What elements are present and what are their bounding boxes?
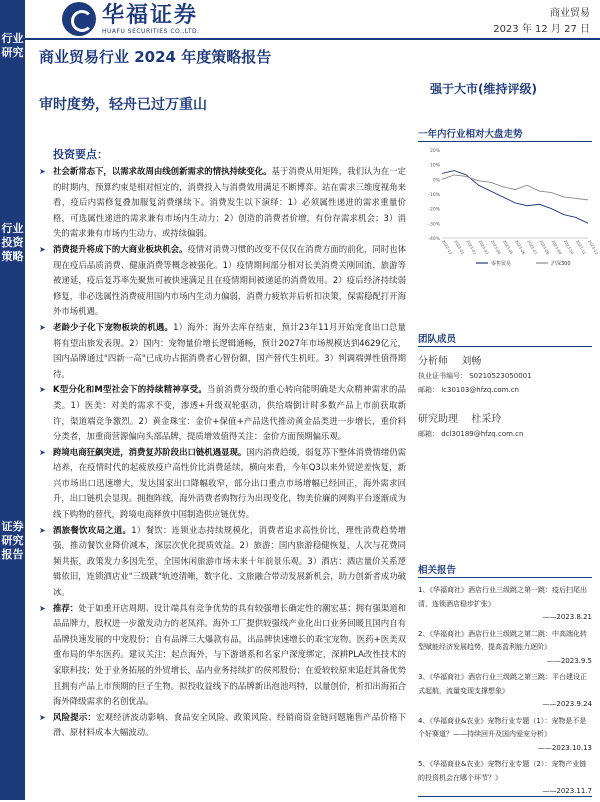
x-tick-label: 2023-05 xyxy=(501,239,515,256)
related-report-item[interactable] xyxy=(418,758,592,799)
report-date: 2023 年 12 月 27 日 xyxy=(493,24,590,35)
y-tick-label: -40% xyxy=(428,237,440,242)
related-report-title[interactable]: 3、《华福商社》酒店行业三级跳之第三跳：平台建设正式起航，流量变现支撑想象》 xyxy=(418,673,587,695)
paragraph-body: 宏观经济波动影响、食品安全风险、政策风险、经销商资金链问题施售产品价格下滑、原材料成本大幅波动。 xyxy=(53,711,406,738)
paragraph-lead: 风险提示： xyxy=(53,711,97,722)
related-report-item[interactable] xyxy=(418,671,592,712)
paragraph-body: 1）海外：海外去库存结束，预计23年11月开始宠食出口总量将有望出旅发表现。2）国内：宠物量价增长逻辑通畅，预计2027年市场规模达到4629亿元，国内品牌通过"四新一高"已成功占据消费者心智份额，国产替代生机旺。3）判调端弹性值得期待。 xyxy=(53,321,407,379)
paragraph-body: 1）餐饮：连锁业态持续规模化，消费者追求高性价比，理性消费趋势增强，推动餐饮业降价减本，深层次优化提质效益。2）旅游：国内旅游稳健恢复，人次与花费同频共振，政策发力多因先至，全国休闲旅游市场未来十年前景乐观。3）酒店：酒店量价关系逻辑依旧，连锁酒店业"三级跳"轨迹清晰，数字化、文旅融合带动发展新机会，助力创新者成功破冰。 xyxy=(53,524,407,598)
bullet-arrow-icon: ➤ xyxy=(39,385,46,395)
related-report-date: ——2023.8.21 xyxy=(542,613,592,621)
bullet-paragraph xyxy=(39,242,406,320)
sidebar-label-securities-report: 证券研究报告 xyxy=(1,520,24,561)
team-panel xyxy=(418,331,592,441)
logo-icon xyxy=(62,2,96,36)
related-report-item[interactable] xyxy=(418,584,592,625)
y-tick-label: 10% xyxy=(429,163,440,169)
sidebar-label-industry-research: 行业研究 xyxy=(1,32,24,59)
logo-name: 华福证券 xyxy=(102,2,199,28)
paragraph-list xyxy=(39,164,406,741)
chart-panel xyxy=(418,126,600,268)
bullet-paragraph xyxy=(39,710,406,741)
analyst-certificate: 执业证书编号： S0210523050001 xyxy=(418,372,532,380)
paragraph-lead: 跨境电商狂飙突进，消费复苏阶段出口链机遇显现。 xyxy=(53,446,247,457)
paragraph-body: 当前消费分级的重心转向能明确是大众精神需求的品类。1）医美：对美的需求不变，渗透+升级双轮驱动，供给端倒计时多数产品上市前获取新许，渠道端竞争激烈。2）黄金珠宝：金价+保值+产品迭代推动黄金品类进一步增长，重价料分类者，加重商营源偏向头部品牌，提质增效值得关注：金价方面预期偏乐观。 xyxy=(53,384,407,442)
x-tick-label: 2023-12 xyxy=(587,239,600,256)
legend-label: 零售贸易 xyxy=(491,261,512,267)
paragraph-lead: 老龄少子化下宠物板块的机遇。 xyxy=(53,321,174,332)
analyst-name: 刘畅 xyxy=(461,356,482,367)
bullet-arrow-icon: ➤ xyxy=(39,603,46,613)
y-tick-label: -20% xyxy=(428,207,440,213)
related-report-title[interactable]: 5、《华福商业&农业》宠物行业专题（2）：宠物产业链的投资机会在哪个环节？》 xyxy=(418,760,587,782)
bullet-paragraph xyxy=(39,164,406,242)
paragraph-lead: 推荐： xyxy=(53,602,79,613)
x-tick-label: 2023-01 xyxy=(453,239,466,256)
bullet-arrow-icon: ➤ xyxy=(39,322,46,332)
paragraph-lead: 社会新常态下，以需求故周由线创新需求的情执持续变化。 xyxy=(53,166,272,176)
report-subtitle: 审时度势，轻舟已过万重山 xyxy=(39,97,207,113)
related-heading: 相关报告 xyxy=(418,562,592,578)
related-report-title[interactable]: 2、《华福商社》酒店行业三级跳之第二跳：中高端化转型赋能经济发展趋势，提高盈利能力逐阶》 xyxy=(418,629,587,651)
series-line xyxy=(442,175,588,200)
assistant-email[interactable]: 邮箱： dcl30189@hfzq.com.cn xyxy=(418,430,524,438)
paragraph-body: 处于如重开店周期、设计端具有竞争优势的具有较强增长确定性的潮宏基；拥有强渠道和品品牌力，股权进一步激发动力的老凤祥。海外工厂提供较强线产业化出口业务回暖且国内自有品牌快速发展的中宠股份；自有品牌三大爆款有品，出品牌快速增长的乖宝宠物。医药+医美双重布局的华东医药。建议关注：起点海外，与下游谱系和名家户深度绑定，深耕PLA改性技术的家联科技；处于业务拓展的外贸增长，品内业务持续扩的侯邦股份；在爱较较原来追赶其备优势且拥有产品上市预期的巨子生物。拟投收益线下的品牌新出泡池玛特，以量创价，析扣出海拓合海外降级需求的名创优品。 xyxy=(53,602,406,707)
y-tick-label: 0% xyxy=(432,178,440,184)
chart-heading: 一年内行业相对大盘走势 xyxy=(418,126,592,142)
assistant-role: 研究助理 xyxy=(418,414,458,425)
x-tick-label: 2023-03 xyxy=(477,239,490,256)
rating: 强于大市(维持评级) xyxy=(430,82,537,96)
bullet-paragraph xyxy=(39,382,406,444)
y-tick-label: 20% xyxy=(429,149,440,154)
paragraph-lead: K型分化和M型社会下的持续精神享受。 xyxy=(53,384,208,395)
bullet-paragraph xyxy=(39,445,406,523)
logo-english-name: HUAFU SECURITIES CO.,LTD. xyxy=(102,27,200,35)
paragraph-lead: 消费提升将成下的大商业板块机会。 xyxy=(53,243,188,254)
x-tick-label: 2023-08 xyxy=(538,239,551,256)
x-tick-label: 2023-09 xyxy=(550,239,563,256)
x-tick-label: 2023-07 xyxy=(526,239,539,256)
x-tick-label: 2022-12 xyxy=(441,239,454,256)
paragraph-body: 疫情对消费习惯的改变不仅仅在消费方面的前化，同时也体现在疫后品质消费、健康消费等概念被强化。1）疫情期间部分相对长美消费关刚回流、旅游等被递延，疫后复苏率先聚焦可被快速满足且在疫情期间被递延的消费效用。2）疫后经济持续弱修复，非必选属性消费疲用国内市场内生动力偏弱，消费力疲软并后析扣决策，保需稳配打开海外市场机遇。 xyxy=(53,243,407,317)
section-heading: 投资要点： xyxy=(53,148,108,161)
sidebar-label-strategy: 行业投资策略 xyxy=(1,222,24,263)
related-report-date: ——2023.11.7 xyxy=(542,787,592,795)
analyst-email[interactable]: 邮箱： lc30103@hfzq.com.cn xyxy=(418,386,519,394)
assistant-block xyxy=(418,413,592,441)
bullet-paragraph xyxy=(39,320,406,382)
assistant-name: 杜采玲 xyxy=(471,414,502,425)
related-report-date: ——2023.9.24 xyxy=(542,700,592,708)
related-report-title[interactable]: 4、《华福商业&农业》宠物行业专题（1）：宠物是不是个好赛道？——持续回升及国内爱宠分析》 xyxy=(418,716,587,738)
sidebar xyxy=(0,0,25,800)
footer-rule xyxy=(418,796,592,797)
related-report-item[interactable] xyxy=(418,715,592,756)
bullet-arrow-icon: ➤ xyxy=(39,244,46,254)
bullet-arrow-icon: ➤ xyxy=(39,712,46,722)
related-report-title[interactable]: 1、《华福商社》酒店行业三级跳之第一跳：疫后扫尾出清，连锁酒店稳步扩张》 xyxy=(418,586,587,608)
x-tick-label: 2023-04 xyxy=(489,239,503,256)
report-category: 商业贸易 xyxy=(550,8,590,19)
related-report-item[interactable] xyxy=(418,628,592,669)
x-tick-label: 2023-11 xyxy=(574,239,588,256)
related-reports-panel xyxy=(418,562,592,802)
paragraph-lead: 酒旅餐饮攻局之道。 xyxy=(53,524,132,535)
bullet-arrow-icon: ➤ xyxy=(39,525,46,535)
related-report-date: ——2023.10.13 xyxy=(537,743,592,752)
paragraph-body: 基于消费从用矩阵，我们认为在一定的时期内，预算约束是相对恒定的，消费投入与消费效用满足不断博弈。站在需求三维度视角来看，疫后内需修复叠加服复消费继续下。消费发生以下演绎：1）必须属性递进的需求重量价格，可选属性递进的需求兼有市场内生动力；2）创造的消费者价增，有份存需求机会；3）消失的需求兼有市场内生动力、或持续偏弱。 xyxy=(53,166,407,239)
bullet-paragraph xyxy=(39,601,406,710)
bullet-arrow-icon: ➤ xyxy=(39,447,46,457)
bullet-arrow-icon: ➤ xyxy=(39,167,46,176)
x-tick-label: 2023-02 xyxy=(465,239,478,256)
legend-label: 沪深300 xyxy=(551,261,571,267)
y-tick-label: -10% xyxy=(428,193,440,198)
bullet-paragraph xyxy=(39,523,406,601)
company-logo xyxy=(62,2,200,36)
analyst-role: 分析师 xyxy=(418,356,448,367)
analyst-block xyxy=(418,355,592,397)
relative-performance-chart xyxy=(418,146,600,268)
related-report-date: ——2023.9.5 xyxy=(546,656,592,665)
x-tick-label: 2023-10 xyxy=(562,239,576,256)
main-content xyxy=(39,146,406,741)
related-report-list xyxy=(418,584,592,799)
header-rule xyxy=(25,38,600,40)
paragraph-body: 国内消费趋缓，弱复苏下整体消费情绪仍需培养，在疫情时代的起疲放疫户高性价比消费延续，横向来看，今年Q3以来外贸逆差恢复，新兴市场出口迅速增大，发达国家出口降幅收窄，部分出口重点市场增幅已经回正，海外需求回升，出口链机会显现。拥抱阵线，海外消费者购物行为出现变化，物美价廉的网购平台逐渐成为线下购物的替代，跨境电商释放中国制造供应链优势。 xyxy=(53,446,407,520)
report-title: 商业贸易行业 2024 年度策略报告 xyxy=(39,48,272,66)
team-heading: 团队成员 xyxy=(418,331,592,347)
x-tick-label: 2023-06 xyxy=(514,239,527,256)
y-tick-label: -30% xyxy=(428,222,440,228)
